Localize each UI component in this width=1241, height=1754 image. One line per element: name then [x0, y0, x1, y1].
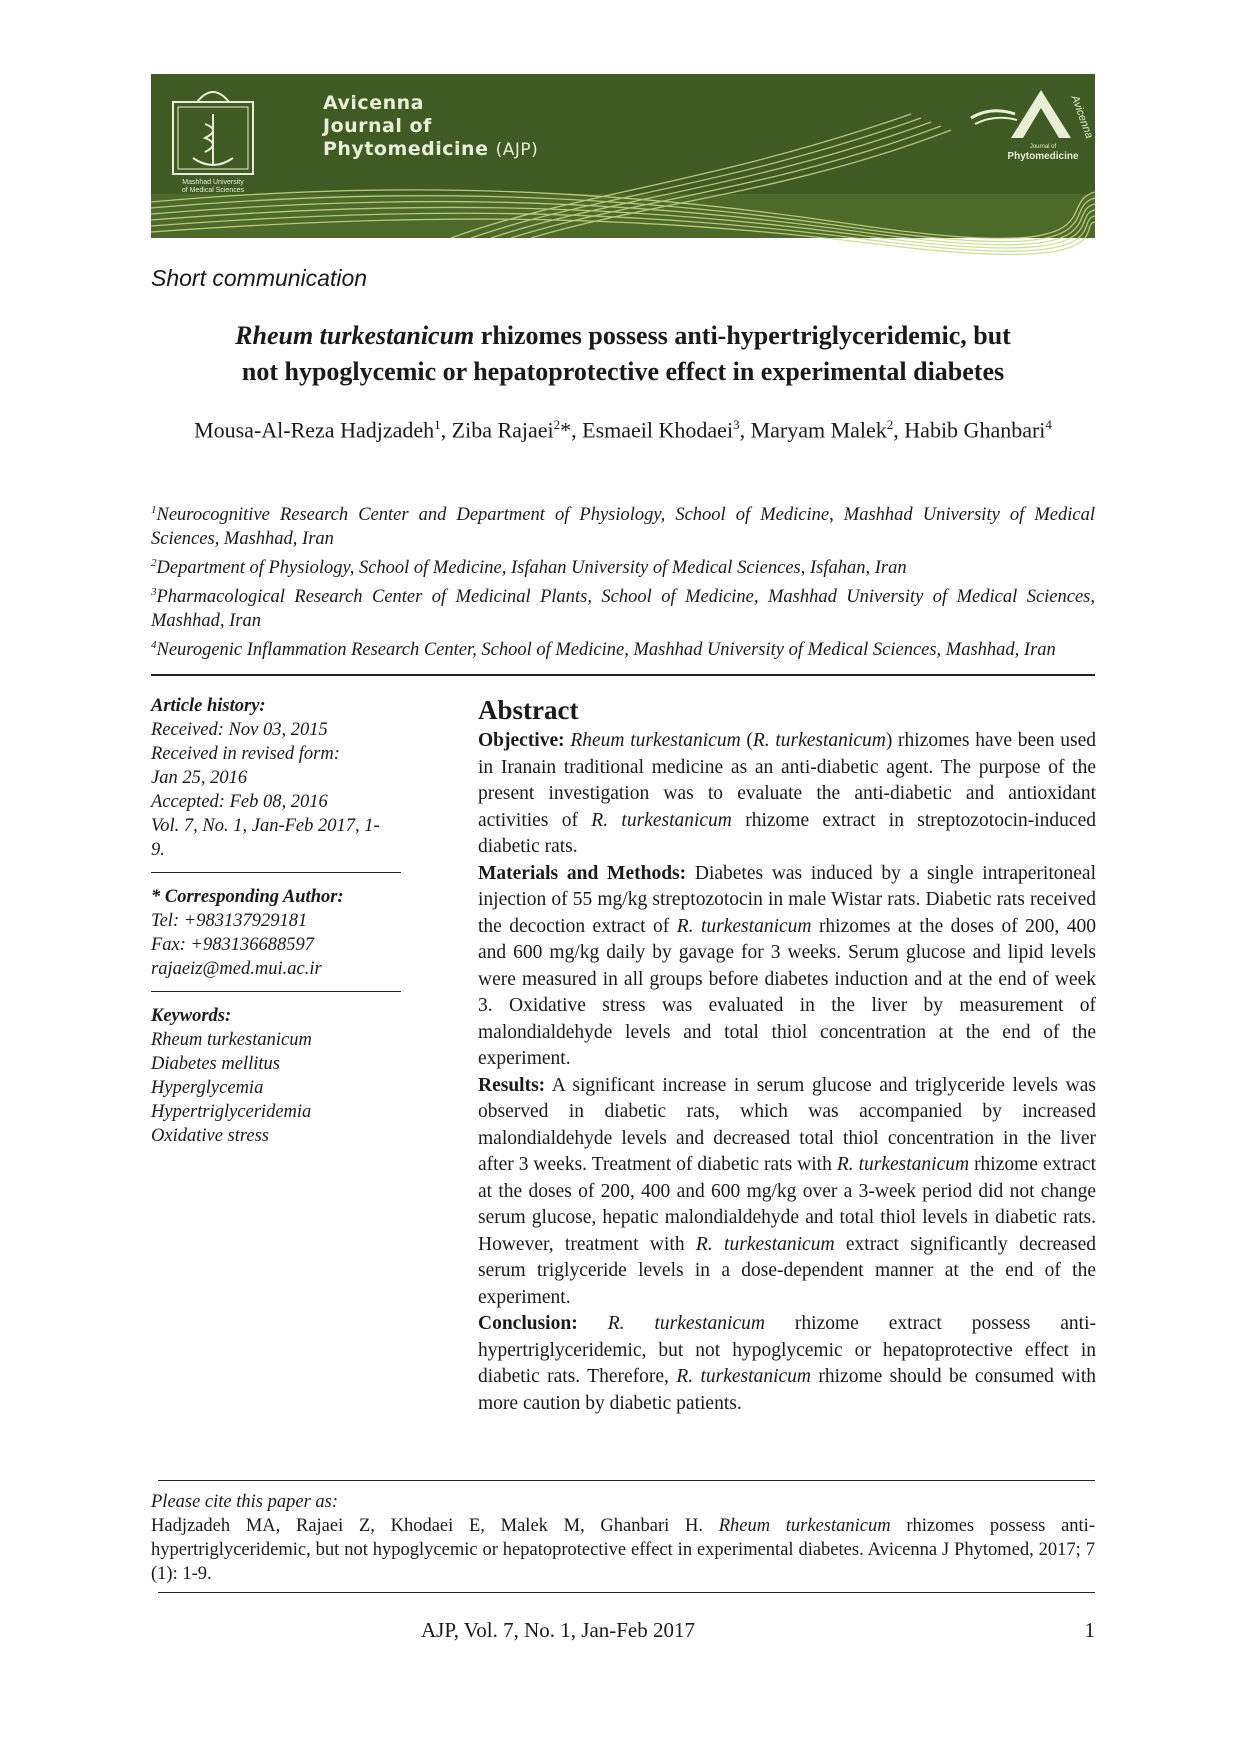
author-affiliation-marker: 1	[434, 417, 441, 432]
paper-title	[151, 318, 1095, 390]
keyword-item: Rheum turkestanicum	[151, 1030, 312, 1050]
header-divider	[151, 674, 1095, 676]
journal-banner	[151, 74, 1095, 238]
objective-text: Rheum turkestanicum (R. turkestanicum) rhizomes have been used in Iranain traditional medicine as an anti-diabetic agent. The purpose of the present investigation was to evaluate the anti-diabetic and antioxidant activities of R. turkestanicum rhizome extract in streptozotocin-induced diabetic rats.	[478, 730, 1096, 857]
sidebar-divider	[151, 872, 401, 873]
abstract	[478, 694, 1096, 1417]
citation-text: Hadjzadeh MA, Rajaei Z, Khodaei E, Malek M, Ghanbari H. Rheum turkestanicum rhizomes possess anti-hypertriglyceridemic, but not hypoglycemic or hepatoprotective effect in experimental diabetes. Avicenna J Phytomed, 2017; 7 (1): 1-9.	[151, 1516, 1095, 1584]
university-name-line1: Mashhad University	[182, 179, 244, 186]
affiliation-item	[151, 580, 1095, 633]
methods-label: Materials and Methods:	[478, 862, 687, 884]
keyword-item: Hyperglycemia	[151, 1078, 264, 1098]
abstract-conclusion	[478, 1311, 1096, 1417]
author-tel: Tel: +983137929181	[151, 911, 308, 931]
author-name: Habib Ghanbari	[904, 417, 1046, 443]
italic-species-name: R. turkestanicum	[676, 915, 812, 937]
university-logo-icon	[167, 84, 259, 196]
author-affiliation-marker: 3	[733, 417, 740, 432]
author-email[interactable]: rajaeiz@med.mui.ac.ir	[151, 959, 322, 979]
university-name-line2: of Medical Sciences	[181, 187, 245, 194]
corresponding-author	[151, 885, 421, 981]
affiliation-list	[151, 498, 1095, 663]
italic-species-name: Rheum turkestanicum	[718, 1516, 891, 1536]
affiliation-item	[151, 551, 1095, 580]
cite-top-divider	[158, 1480, 1095, 1481]
affiliation-text: Department of Physiology, School of Medicine, Isfahan University of Medical Sciences, Isfahan, Iran	[156, 558, 907, 579]
paper-title-species: Rheum turkestanicum	[235, 321, 475, 350]
conclusion-label: Conclusion:	[478, 1313, 578, 1334]
paper-title-line1-rest: rhizomes possess anti-hypertriglyceridemic, but	[474, 321, 1011, 350]
citation-label: Please cite this paper as:	[151, 1492, 339, 1512]
keyword-item: Hypertriglyceridemia	[151, 1102, 312, 1122]
revised-date: Jan 25, 2016	[151, 768, 248, 788]
page-number: 1	[1084, 1618, 1095, 1642]
objective-label: Objective:	[478, 730, 565, 751]
affiliation-number: 2	[151, 557, 157, 570]
paper-title-line2: not hypoglycemic or hepatoprotective effect in experimental diabetes	[241, 357, 1005, 386]
italic-species-name: R. turkestanicum	[676, 1366, 811, 1387]
affiliation-item	[151, 633, 1095, 662]
italic-species-name: R. turkestanicum	[752, 730, 886, 751]
author-list: Mousa-Al-Reza Hadjzadeh$^1$, Ziba Rajaei$^2$*, Esmaeil Khodaei$^3$, Maryam Malek$^2$, Habib Ghanbari$^4$	[194, 417, 1052, 443]
journal-abbr: (AJP)	[495, 140, 539, 160]
italic-species-name: R. turkestanicum	[591, 809, 732, 831]
abstract-methods	[478, 861, 1096, 1073]
article-info-sidebar	[151, 694, 421, 1148]
received-date: Received: Nov 03, 2015	[151, 720, 328, 740]
methods-text: Diabetes was induced by a single intraperitoneal injection of 55 mg/kg streptozotocin in male Wistar rats. Diabetic rats received the decoction extract of R. turkestanicum rhizomes at the doses of 200, 400 and 600 mg/kg daily by gavage for 3 weeks. Serum glucose and lipid levels were measured in all groups before diabetes induction and at the end of week 3. Oxidative stress was evaluated in the liver by measurement of malondialdehyde levels and total thiol concentration at the end of the experiment.	[478, 862, 1097, 1069]
journal-title-line2: Journal of	[323, 115, 432, 137]
ajp-logo-text1: Journal of	[1029, 144, 1057, 150]
author-affiliation-marker: 2	[886, 417, 894, 432]
section-label: Short communication	[151, 265, 368, 291]
author-name: Esmaeil Khodaei	[582, 417, 734, 443]
ajp-logo-text2: Phytomedicine	[1007, 151, 1079, 162]
journal-title-line3-wrap	[323, 138, 538, 162]
volume-line1: Vol. 7, No. 1, Jan-Feb 2017, 1-	[151, 816, 380, 836]
volume-line2: 9.	[151, 840, 165, 860]
paper-title-line1	[151, 318, 1095, 354]
conclusion-text: R. turkestanicum rhizome extract possess anti-hypertriglyceridemic, but not hypoglycemic or hepatoprotective effect in diabetic rats. Therefore, R. turkestanicum rhizome should be consumed with more caution by diabetic patients.	[478, 1313, 1097, 1414]
author-affiliation-marker: 4	[1045, 417, 1052, 432]
author-fax: Fax: +983136688597	[151, 935, 315, 955]
italic-species-name: R. turkestanicum	[695, 1233, 835, 1255]
affiliation-text: Pharmacological Research Center of Medicinal Plants, School of Medicine, Mashhad University of Medical Sciences, Mashhad, Iran	[151, 587, 1095, 632]
cite-bottom-divider	[158, 1592, 1095, 1593]
article-history-heading: Article history:	[151, 696, 266, 716]
citation-block	[151, 1490, 1095, 1586]
affiliation-text: Neurogenic Inflammation Research Center, School of Medicine, Mashhad University of Medical Sciences, Mashhad, Iran	[156, 640, 1056, 661]
author-affiliation-marker: 2	[553, 417, 561, 432]
italic-species-name: Rheum turkestanicum	[570, 730, 741, 751]
accepted-date: Accepted: Feb 08, 2016	[151, 792, 328, 812]
keywords	[151, 1004, 421, 1148]
author-name: Maryam Malek	[750, 417, 887, 443]
author-name: Mousa-Al-Reza Hadjzadeh	[194, 417, 435, 443]
abstract-objective	[478, 728, 1096, 861]
journal-title	[323, 92, 538, 162]
results-text: A significant increase in serum glucose and triglyceride levels was observed in diabetic rats, which was accompanied by increased malondialdehyde levels and decreased total thiol concentration in the liver after 3 weeks. Treatment of diabetic rats with R. turkestanicum rhizome extract at the doses of 200, 400 and 600 mg/kg over a 3-week period did not change serum glucose, hepatic malondialdehyde and total thiol levels in diabetic rats. However, treatment with R. turkestanicum extract significantly decreased serum triglyceride levels in a dose-dependent manner at the end of the experiment.	[478, 1074, 1096, 1308]
keyword-item: Oxidative stress	[151, 1126, 270, 1146]
keywords-heading: Keywords:	[151, 1006, 232, 1026]
ajp-logo-icon	[951, 78, 1096, 168]
affiliation-number: 1	[151, 504, 157, 516]
sidebar-divider	[151, 991, 401, 992]
revised-label: Received in revised form:	[151, 744, 340, 764]
author-name: Ziba Rajaei	[451, 417, 554, 443]
ajp-logo-arc-text: Avicenna	[1068, 93, 1096, 141]
affiliation-number: 3	[151, 586, 157, 599]
results-label: Results:	[478, 1074, 546, 1096]
corresponding-author-heading: * Corresponding Author:	[151, 887, 344, 907]
journal-title-line3: Phytomedicine	[323, 138, 489, 160]
journal-title-line1: Avicenna	[323, 92, 424, 114]
affiliation-item	[151, 498, 1095, 551]
abstract-heading: Abstract	[478, 695, 579, 725]
keyword-item: Diabetes mellitus	[151, 1054, 280, 1074]
italic-species-name: R. turkestanicum	[836, 1154, 970, 1175]
italic-species-name: R. turkestanicum	[607, 1313, 765, 1334]
abstract-results	[478, 1073, 1096, 1312]
article-history	[151, 694, 421, 862]
footer-journal-ref: AJP, Vol. 7, No. 1, Jan-Feb 2017	[421, 1618, 696, 1642]
affiliation-number: 4	[151, 639, 157, 652]
affiliation-text: Neurocognitive Research Center and Department of Physiology, School of Medicine, Mashhad University of Medical Sciences, Mashhad, Iran	[151, 505, 1095, 550]
